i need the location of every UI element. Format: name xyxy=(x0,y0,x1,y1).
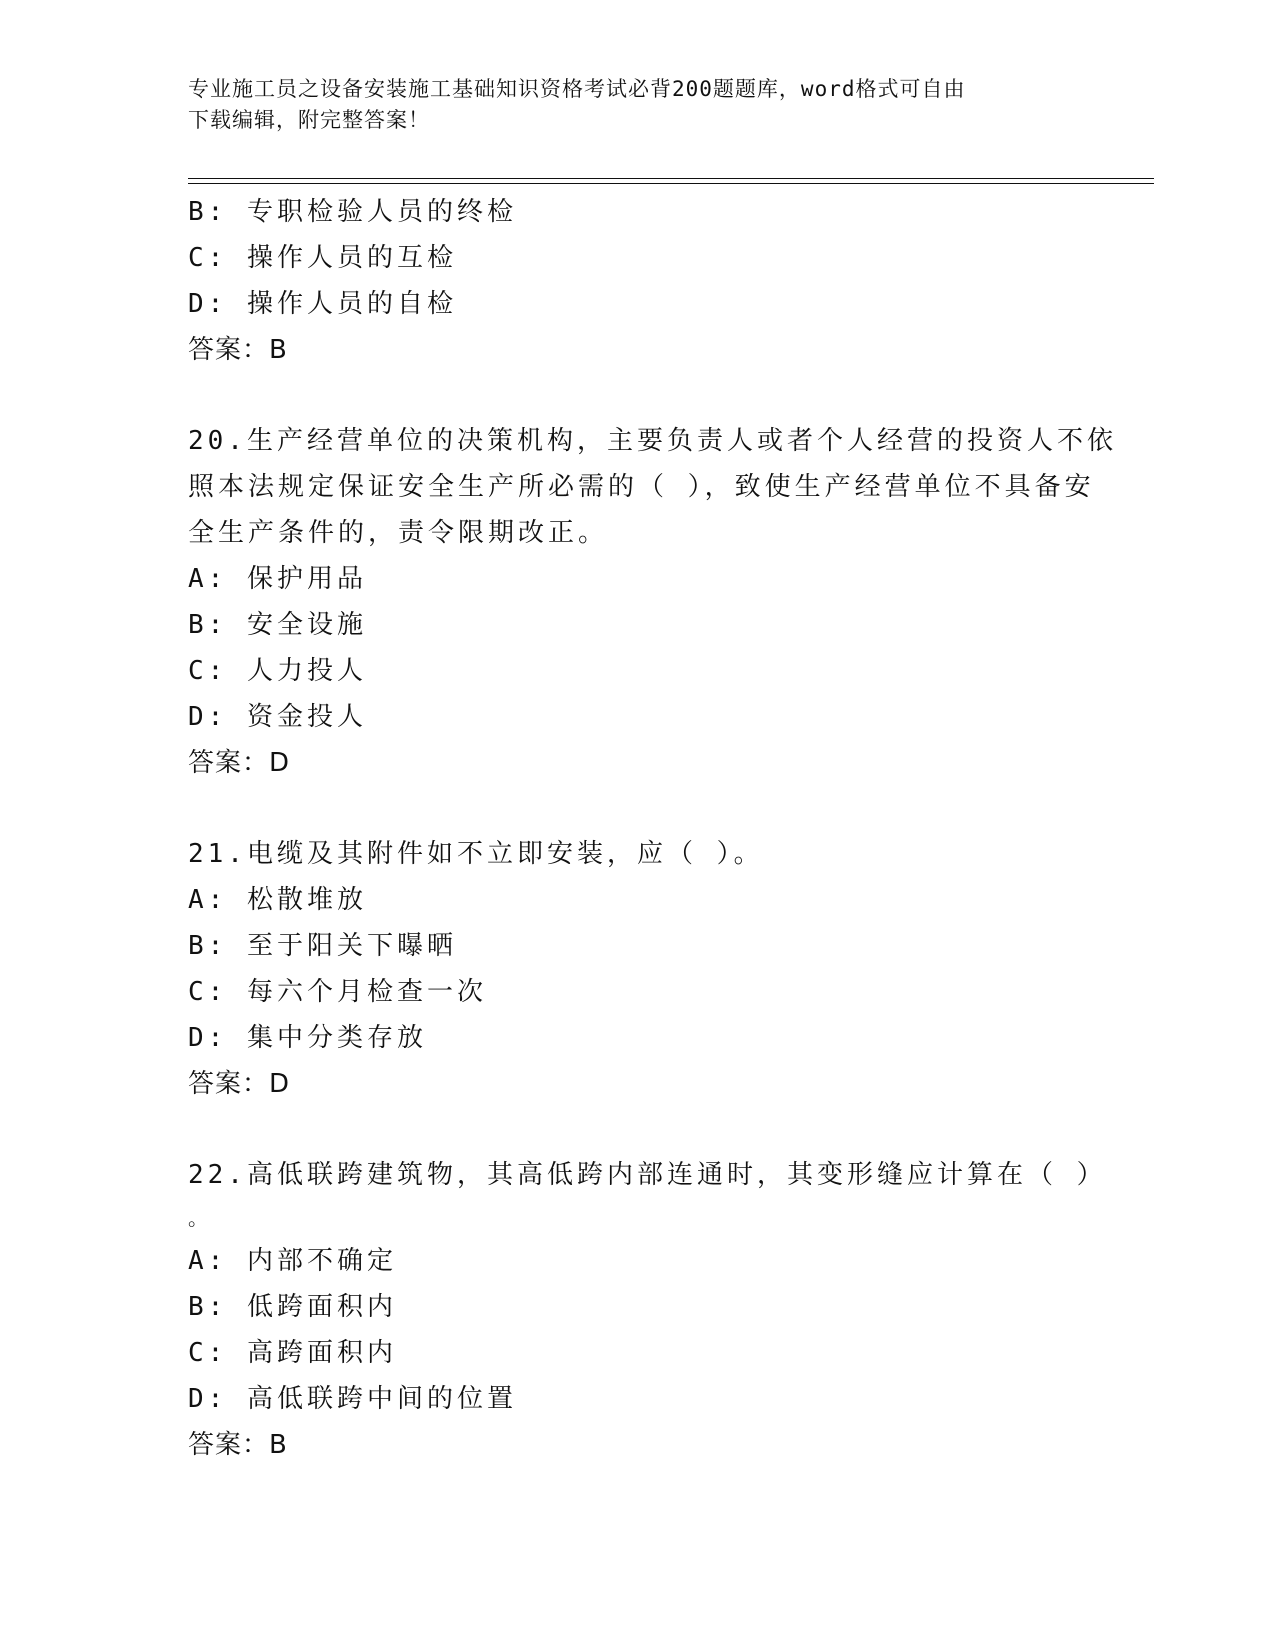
option-d: D: 集中分类存放 xyxy=(188,1023,427,1053)
option-d: D: 操作人员的自检 xyxy=(188,289,457,319)
option-a: A: 保护用品 xyxy=(188,564,367,594)
question-text-line: 22.高低联跨建筑物，其高低跨内部连通时，其变形缝应计算在（ ） xyxy=(188,1160,1107,1190)
option-b: B: 低跨面积内 xyxy=(188,1292,397,1322)
answer-line: 答案：D xyxy=(188,1069,291,1099)
question-text-line: 20.生产经营单位的决策机构，主要负责人或者个人经营的投资人不依 xyxy=(188,426,1117,456)
option-a: A: 松散堆放 xyxy=(188,885,367,915)
answer-line: 答案：D xyxy=(188,748,291,778)
option-b: B: 专职检验人员的终检 xyxy=(188,197,517,227)
question-list xyxy=(188,189,1117,1468)
header-divider-bottom xyxy=(188,183,1154,184)
option-b: B: 安全设施 xyxy=(188,610,367,640)
question-text-line: 照本法规定保证安全生产所必需的（ ），致使生产经营单位不具备安 xyxy=(188,472,1095,502)
option-c: C: 操作人员的互检 xyxy=(188,243,457,273)
header-line-2: 下载编辑，附完整答案！ xyxy=(188,108,430,132)
option-c: C: 人力投人 xyxy=(188,656,367,686)
question-21 xyxy=(188,831,1088,1107)
option-c: C: 每六个月检查一次 xyxy=(188,977,487,1007)
question-text-continuation: 。 xyxy=(188,1206,208,1230)
answer-line: 答案：B xyxy=(188,335,288,365)
question-text-line: 21.电缆及其附件如不立即安装，应（ ）。 xyxy=(188,839,764,869)
document-header xyxy=(188,74,1088,136)
option-d: D: 资金投人 xyxy=(188,702,367,732)
answer-line: 答案：B xyxy=(188,1430,288,1460)
question-19-tail xyxy=(188,189,1088,373)
option-b: B: 至于阳关下曝晒 xyxy=(188,931,457,961)
header-line-1: 专业施工员之设备安装施工基础知识资格考试必背200题题库，word格式可自由 xyxy=(188,77,966,101)
question-22 xyxy=(188,1152,1107,1468)
option-d: D: 高低联跨中间的位置 xyxy=(188,1384,517,1414)
option-a: A: 内部不确定 xyxy=(188,1246,397,1276)
question-20 xyxy=(188,418,1117,786)
header-divider-top xyxy=(188,178,1154,179)
question-text-line: 全生产条件的，责令限期改正。 xyxy=(188,518,609,548)
option-c: C: 高跨面积内 xyxy=(188,1338,397,1368)
